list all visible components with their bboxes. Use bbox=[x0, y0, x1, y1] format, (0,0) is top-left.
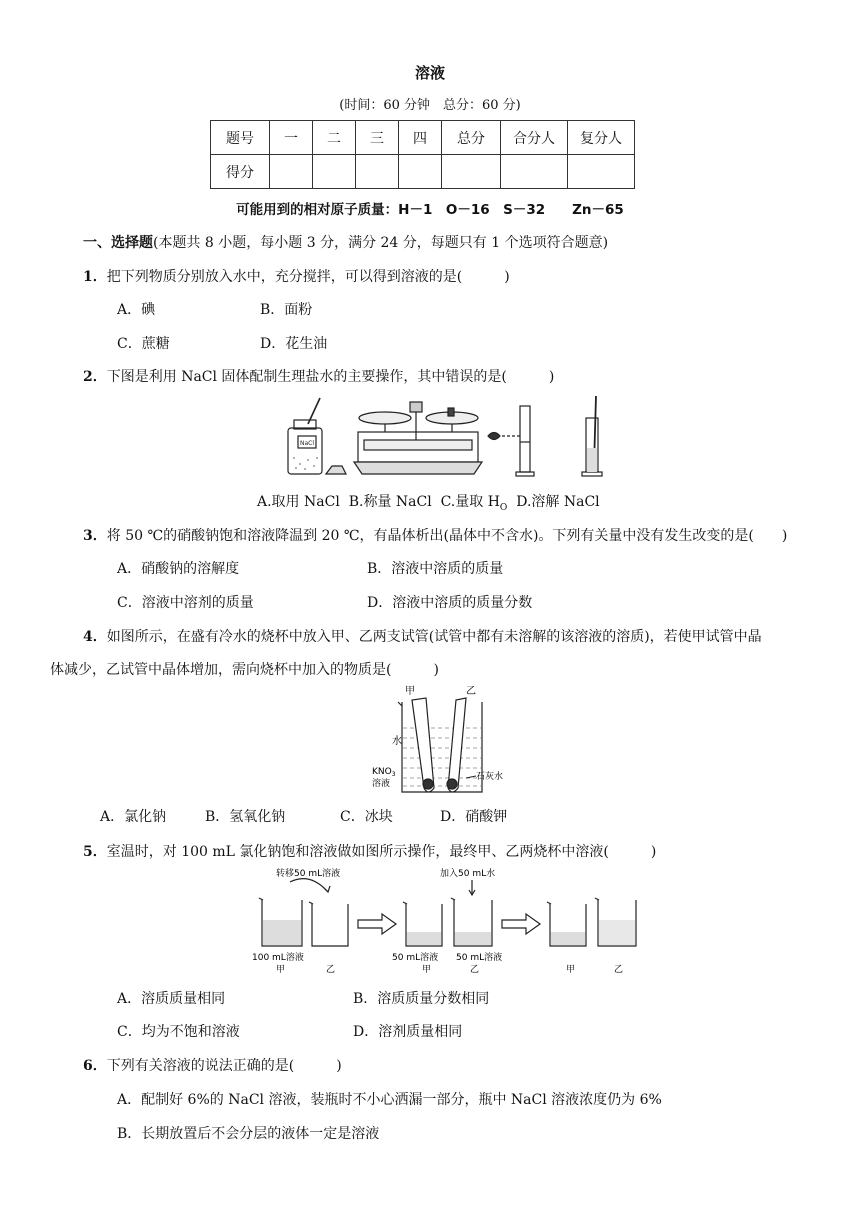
bottle-label: NaCl bbox=[300, 440, 315, 447]
question-number: 3． bbox=[83, 528, 107, 544]
table-cell: 得分 bbox=[211, 155, 270, 189]
caption-b: B.称量 NaCl bbox=[348, 494, 432, 510]
question-4-line2: 体减少，乙试管中晶体增加，需向烧杯中加入的物质是( ) bbox=[50, 662, 439, 678]
option-a[interactable]: A．溶质质量相同 bbox=[117, 991, 226, 1007]
caption-d: D.溶解 NaCl bbox=[516, 494, 600, 510]
option-b[interactable]: B．氢氧化钠 bbox=[205, 809, 286, 825]
option-b[interactable]: B．面粉 bbox=[260, 302, 313, 318]
question-text: 如图所示，在盛有冷水的烧杯中放入甲、乙两支试管(试管中都有未溶解的该溶液的溶质)，若使甲试管中晶 bbox=[106, 629, 762, 645]
label-yi: 乙 bbox=[470, 965, 480, 975]
option-a[interactable]: A．硝酸钠的溶解度 bbox=[117, 561, 240, 577]
label-jia: 甲 bbox=[276, 965, 286, 975]
balance-illustration bbox=[354, 402, 482, 474]
score-input-cell[interactable] bbox=[568, 155, 635, 189]
option-c[interactable]: C．蔗糖 bbox=[117, 336, 170, 352]
label-yi: 乙 bbox=[326, 965, 336, 975]
beaker-illustration bbox=[398, 698, 482, 792]
score-input-cell[interactable] bbox=[501, 155, 568, 189]
question-text: 下图是利用 NaCl 固体配制生理盐水的主要操作，其中错误的是( ) bbox=[106, 369, 555, 385]
label-transfer: 转移50 mL溶液 bbox=[276, 869, 341, 879]
option-b[interactable]: B．溶质质量分数相同 bbox=[353, 991, 490, 1007]
question-number: 1． bbox=[83, 269, 107, 285]
option-d[interactable]: D．花生油 bbox=[260, 336, 328, 352]
dissolving-cylinder-illustration bbox=[582, 396, 602, 476]
option-a[interactable]: A．氯化钠 bbox=[100, 809, 167, 825]
question-text: 将 50 ℃的硝酸钠饱和溶液降温到 20 ℃，有晶体析出(晶体中不含水)。下列有关量中没有发生改变的是( ) bbox=[106, 528, 788, 544]
question-1 bbox=[83, 266, 510, 286]
label-jia: 甲 bbox=[566, 965, 576, 975]
option-d[interactable]: D．溶剂质量相同 bbox=[353, 1024, 463, 1040]
exam-info: (时间：60 分钟 总分：60 分) bbox=[339, 98, 521, 113]
score-input-cell[interactable] bbox=[399, 155, 442, 189]
label-50ml-a: 50 mL溶液 bbox=[392, 953, 439, 963]
question-number: 5． bbox=[83, 844, 107, 860]
option-c[interactable]: C．均为不饱和溶液 bbox=[117, 1024, 240, 1040]
table-cell: 总分 bbox=[442, 121, 501, 155]
option-d[interactable]: D．硝酸钾 bbox=[440, 809, 508, 825]
option-c[interactable]: C．冰块 bbox=[340, 809, 393, 825]
section-heading bbox=[83, 232, 608, 252]
caption-c-sub: O bbox=[499, 502, 508, 513]
figure-caption bbox=[257, 491, 600, 513]
table-cell: 一 bbox=[270, 121, 313, 155]
q4-figure bbox=[370, 684, 510, 802]
question-text: 室温时，对 100 mL 氯化钠饱和溶液做如图所示操作，最终甲、乙两烧杯中溶液( ) bbox=[106, 844, 657, 860]
label-jia: 甲 bbox=[422, 965, 432, 975]
label-100ml: 100 mL溶液 bbox=[252, 953, 304, 963]
table-row bbox=[211, 155, 635, 189]
label-limewater: 石灰水 bbox=[476, 772, 504, 782]
page-title: 溶液 bbox=[414, 64, 445, 82]
question-number: 2． bbox=[83, 369, 107, 385]
label-water: 水 bbox=[392, 736, 402, 747]
label-50ml-b: 50 mL溶液 bbox=[456, 953, 503, 963]
table-cell: 四 bbox=[399, 121, 442, 155]
question-4 bbox=[83, 626, 762, 646]
score-input-cell[interactable] bbox=[442, 155, 501, 189]
beakers-illustration bbox=[259, 879, 636, 946]
score-input-cell[interactable] bbox=[356, 155, 399, 189]
question-6 bbox=[83, 1055, 342, 1075]
q2-figure bbox=[280, 396, 660, 486]
label-solution: 溶液 bbox=[372, 779, 391, 789]
question-number: 6． bbox=[83, 1058, 107, 1074]
question-number: 4． bbox=[83, 629, 107, 645]
section-title: 一、选择题 bbox=[83, 235, 153, 251]
label-yi: 乙 bbox=[466, 686, 476, 697]
question-5 bbox=[83, 841, 656, 861]
reagent-bottle-illustration bbox=[288, 398, 346, 474]
label-kno3: $KNO_3$ bbox=[372, 767, 396, 778]
table-cell: 复分人 bbox=[568, 121, 635, 155]
option-b[interactable]: B．溶液中溶质的质量 bbox=[367, 561, 504, 577]
option-b[interactable]: B．长期放置后不会分层的液体一定是溶液 bbox=[117, 1126, 380, 1142]
caption-c: C.量取 H bbox=[440, 494, 500, 510]
caption-a: A.取用 NaCl bbox=[257, 494, 340, 510]
q5-figure bbox=[250, 864, 650, 980]
label-add-water: 加入50 mL水 bbox=[440, 869, 496, 879]
option-c[interactable]: C．溶液中溶剂的质量 bbox=[117, 595, 254, 611]
table-row bbox=[211, 121, 635, 155]
table-cell: 三 bbox=[356, 121, 399, 155]
question-2 bbox=[83, 366, 554, 386]
label-yi: 乙 bbox=[614, 965, 624, 975]
table-cell: 二 bbox=[313, 121, 356, 155]
question-3 bbox=[83, 525, 787, 545]
question-text: 下列有关溶液的说法正确的是( ) bbox=[106, 1058, 342, 1074]
option-d[interactable]: D．溶液中溶质的质量分数 bbox=[367, 595, 533, 611]
option-a[interactable]: A．碘 bbox=[117, 302, 156, 318]
option-a[interactable]: A．配制好 6%的 NaCl 溶液，装瓶时不小心洒漏一部分，瓶中 NaCl 溶液浓度仍为 6% bbox=[117, 1092, 662, 1108]
section-note: (本题共 8 小题，每小题 3 分，满分 24 分，每题只有 1 个选项符合题意) bbox=[153, 235, 609, 251]
table-cell: 合分人 bbox=[501, 121, 568, 155]
graduated-cylinder-illustration bbox=[488, 406, 534, 476]
question-text: 把下列物质分别放入水中，充分搅拌，可以得到溶液的是( ) bbox=[106, 269, 510, 285]
score-input-cell[interactable] bbox=[270, 155, 313, 189]
score-input-cell[interactable] bbox=[313, 155, 356, 189]
atomic-masses: 可能用到的相对原子质量：H－1 O－16 S－32 Zn－65 bbox=[236, 202, 624, 218]
table-cell: 题号 bbox=[211, 121, 270, 155]
score-table bbox=[210, 120, 635, 189]
label-jia: 甲 bbox=[405, 686, 415, 697]
